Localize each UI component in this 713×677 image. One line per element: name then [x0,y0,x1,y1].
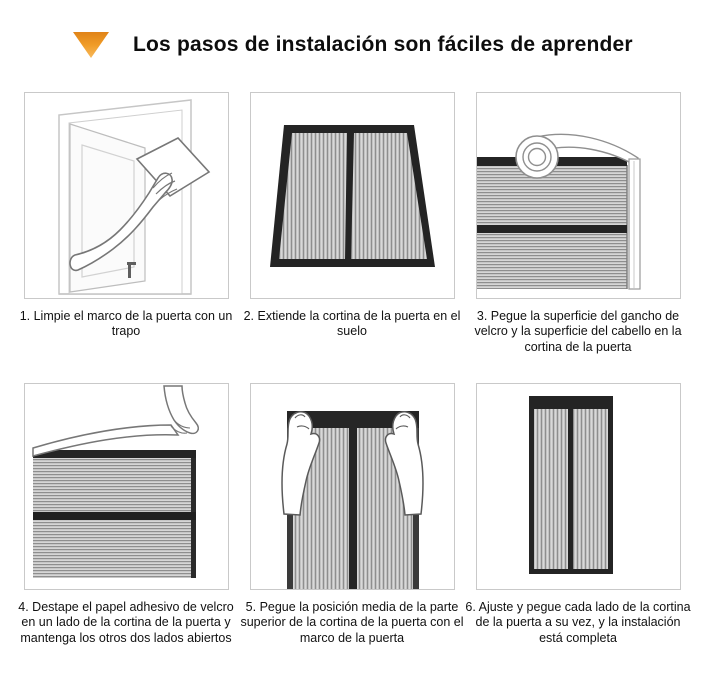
step-6-caption: 6. Ajuste y pegue cada lado de la cortina de la puerta a su vez, y la instalación está completa [465,600,691,645]
step-5-caption: 5. Pegue la posición media de la parte superior de la cortina de la puerta con el marco de la puerta [240,600,464,645]
header [0,0,713,59]
curtain-on-floor-illustration [251,93,454,298]
step-1-panel [24,92,229,299]
step-4 [18,383,234,646]
velcro-tape-roll-illustration [477,93,680,298]
page-title: Los pasos de instalación son fáciles de aprender [133,33,633,56]
step-2 [243,92,461,383]
finished-curtain-illustration [477,384,680,589]
hold-curtain-top-illustration [251,384,454,589]
peel-adhesive-illustration [25,384,228,589]
step-6-panel [476,383,681,590]
step-3-caption: 3. Pegue la superficie del gancho de velcro y la superficie del cabello en la cortina de la puerta [474,309,682,354]
step-5 [240,383,464,646]
step-3-panel [476,92,681,299]
step-4-caption: 4. Destape el papel adhesivo de velcro en un lado de la cortina de la puerta y mantenga los otros dos lados abiertos [18,600,234,645]
step-3 [476,92,681,383]
step-1 [19,92,233,383]
step-1-caption: 1. Limpie el marco de la puerta con un trapo [19,309,233,339]
wipe-door-illustration [25,93,228,298]
steps-grid [18,92,691,646]
step-6 [465,383,691,646]
step-5-panel [250,383,455,590]
step-2-panel [250,92,455,299]
step-4-panel [24,383,229,590]
orange-triangle-icon [72,31,110,59]
step-2-caption: 2. Extiende la cortina de la puerta en el suelo [243,309,461,339]
